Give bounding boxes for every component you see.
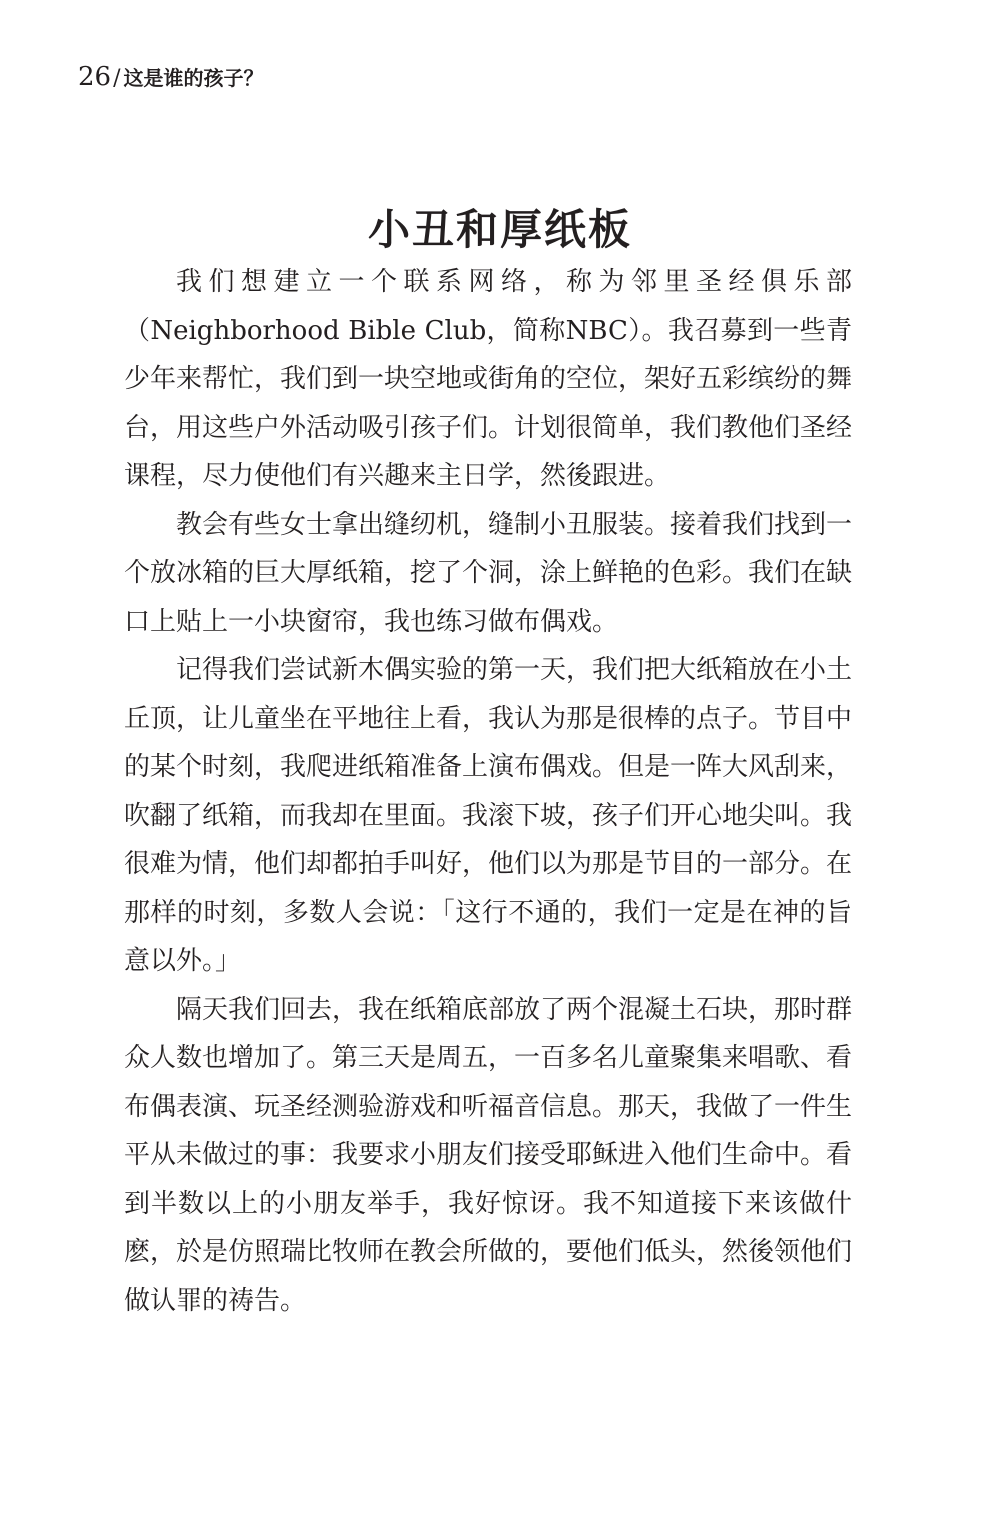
paragraph-4: 隔天我们回去，我在纸箱底部放了两个混凝土石块，那时群众人数也增加了。第三天是周五，一百多名儿童聚集来唱歌、看布偶表演、玩圣经测验游戏和听福音信息。那天，我做了一件生平从未做过的事：我要求小朋友们接受耶稣进入他们生命中。看到半数以上的小朋友举手，我好惊讶。我不知道接下来该做什麽，於是仿照瑞比牧师在教会所做的，要他们低头，然後领他们做认罪的祷告。: [124, 994, 853, 1316]
paragraph-1: 我们想建立一个联系网络，称为邻里圣经俱乐部（Neighborhood Bible Club，简称NBC）。我召募到一些青少年来帮忙，我们到一块空地或街角的空位，架好五彩缤纷的舞台，用这些户外活动吸引孩子们。计划很简单，我们教他们圣经课程，尽力使他们有兴趣来主日学，然後跟进。: [124, 267, 853, 491]
book-title: 这是谁的孩子？: [123, 66, 264, 90]
body-text: [124, 258, 852, 1325]
paragraph-3: 记得我们尝试新木偶实验的第一天，我们把大纸箱放在小土丘顶，让儿童坐在平地往上看，我认为那是很棒的点子。节目中的某个时刻，我爬进纸箱准备上演布偶戏。但是一阵大风刮来，吹翻了纸箱，而我却在里面。我滚下坡，孩子们开心地尖叫。我很难为情，他们却都拍手叫好，他们以为那是节目的一部分。在那样的时刻，多数人会说：「这行不通的，我们一定是在神的旨意以外。」: [124, 655, 853, 976]
page-number: 26: [78, 62, 112, 92]
chapter-title: 小丑和厚纸板: [367, 205, 632, 255]
running-head: [78, 62, 264, 102]
header-separator: /: [113, 66, 121, 91]
paragraph-2: 教会有些女士拿出缝纫机，缝制小丑服装。接着我们找到一个放冰箱的巨大厚纸箱，挖了个洞，涂上鲜艳的色彩。我们在缺口上贴上一小块窗帘，我也练习做布偶戏。: [124, 509, 853, 637]
